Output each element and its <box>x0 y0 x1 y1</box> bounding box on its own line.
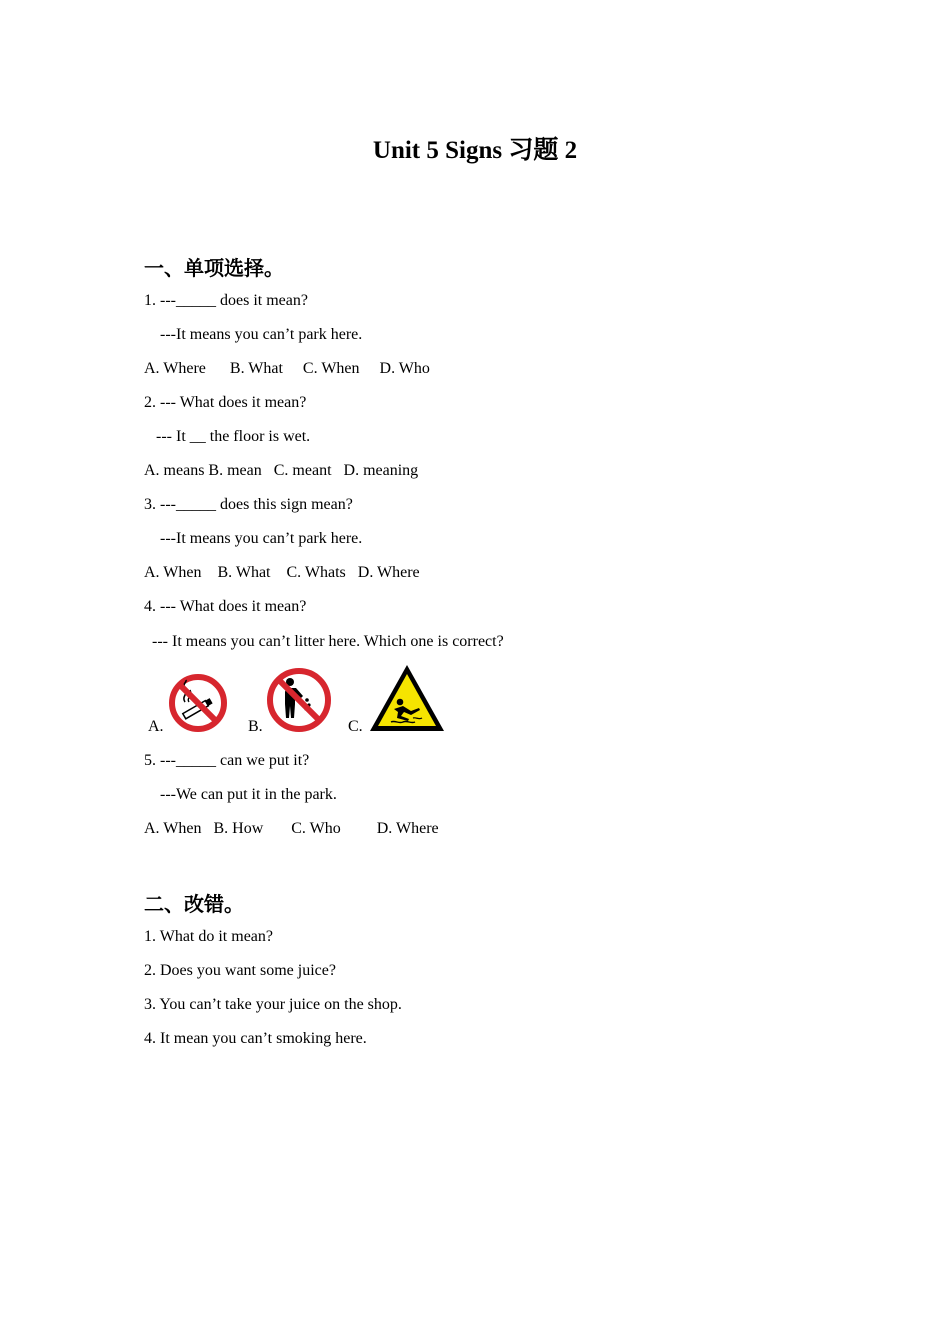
options-line: A. Where B. What C. When D. Who <box>144 360 430 377</box>
question-line: 2. --- What does it mean? <box>144 394 307 411</box>
options-line: A. When B. What C. Whats D. Where <box>144 564 420 581</box>
correction-item: 4. It mean you can’t smoking here. <box>144 1030 367 1047</box>
options-line: A. When B. How C. Who D. Where <box>144 820 439 837</box>
image-option-label-b: B. <box>248 718 263 735</box>
question-line: 4. --- What does it mean? <box>144 598 307 615</box>
answer-line: ---We can put it in the park. <box>144 786 337 803</box>
correction-item: 2. Does you want some juice? <box>144 962 336 979</box>
correction-item: 1. What do it mean? <box>144 928 273 945</box>
image-option-label-c: C. <box>348 718 363 735</box>
correction-item: 3. You can’t take your juice on the shop. <box>144 996 402 1013</box>
no-littering-icon <box>265 666 333 734</box>
page-title: Unit 5 Signs 习题 2 <box>372 137 578 164</box>
image-option-label-a: A. <box>148 718 164 735</box>
wet-floor-warning-icon <box>367 662 447 734</box>
answer-line: ---It means you can’t park here. <box>144 530 363 547</box>
question-line: 1. ---_____ does it mean? <box>144 292 308 309</box>
question-line: 5. ---_____ can we put it? <box>144 752 310 769</box>
answer-line: --- It __ the floor is wet. <box>144 428 311 445</box>
section-heading-error-correction: 二、改错。 <box>144 892 244 916</box>
answer-line: ---It means you can’t park here. <box>144 326 363 343</box>
answer-line: --- It means you can’t litter here. Which one is correct? <box>144 633 504 650</box>
question-line: 3. ---_____ does this sign mean? <box>144 496 353 513</box>
options-line: A. means B. mean C. meant D. meaning <box>144 462 419 479</box>
no-smoking-icon <box>167 672 229 734</box>
section-heading-multiple-choice: 一、单项选择。 <box>144 256 284 280</box>
